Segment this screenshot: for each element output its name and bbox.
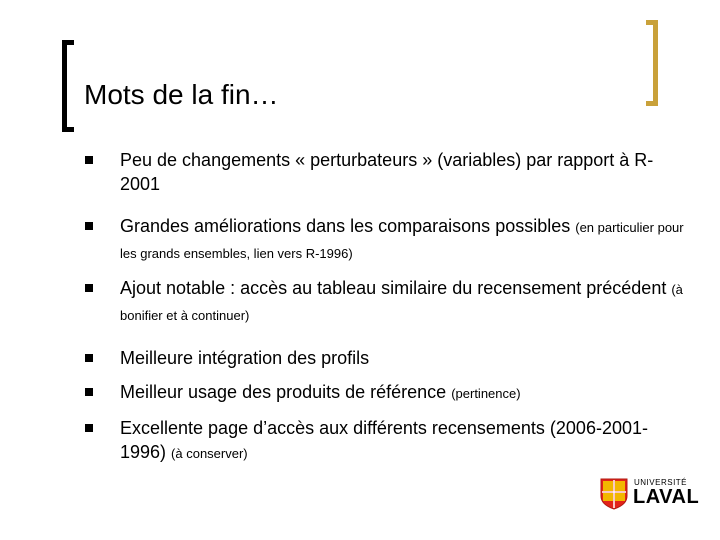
bullet-text: Meilleure intégration des profils — [120, 348, 370, 368]
logo-line-universite: UNIVERSITÉ — [634, 478, 688, 487]
bullet-note: (en particulier pour les grands ensembles, lien vers R-1996) — [120, 220, 684, 261]
bullet-marker — [85, 222, 93, 230]
slide-title: Mots de la fin… — [84, 79, 279, 110]
bullet-marker — [85, 354, 93, 362]
bullet-item — [84, 416, 684, 466]
logo-line-laval: LAVAL — [633, 486, 700, 508]
bullet-marker — [85, 156, 93, 164]
bullet-list — [84, 148, 684, 466]
bullet-text: Ajout notable : accès au tableau similaire du recensement précédent — [120, 278, 672, 298]
title-bracket-right — [646, 20, 658, 106]
bullet-text: Peu de changements « perturbateurs » (variables) par rapport à R-2001 — [120, 150, 654, 194]
bullet-item — [84, 214, 684, 266]
bullet-note: (à conserver) — [171, 446, 248, 461]
crest-icon — [600, 478, 628, 510]
bullet-marker — [85, 388, 93, 396]
bullet-note: (à bonifier et à continuer) — [120, 282, 683, 323]
bullet-marker — [85, 284, 93, 292]
bullet-item — [84, 380, 684, 406]
bullet-item — [84, 346, 684, 370]
bullet-text: Excellente page d’accès aux différents recensements (2006-2001-1996) — [120, 418, 648, 462]
bullet-text: Grandes améliorations dans les comparaisons possibles — [120, 216, 576, 236]
bullet-text: Meilleur usage des produits de référence — [120, 382, 452, 402]
university-logo — [600, 476, 700, 514]
bullet-item — [84, 276, 684, 328]
bullet-note: (pertinence) — [451, 386, 521, 401]
bullet-item — [84, 148, 684, 196]
bullet-marker — [85, 424, 93, 432]
title-bracket-left — [62, 40, 74, 132]
